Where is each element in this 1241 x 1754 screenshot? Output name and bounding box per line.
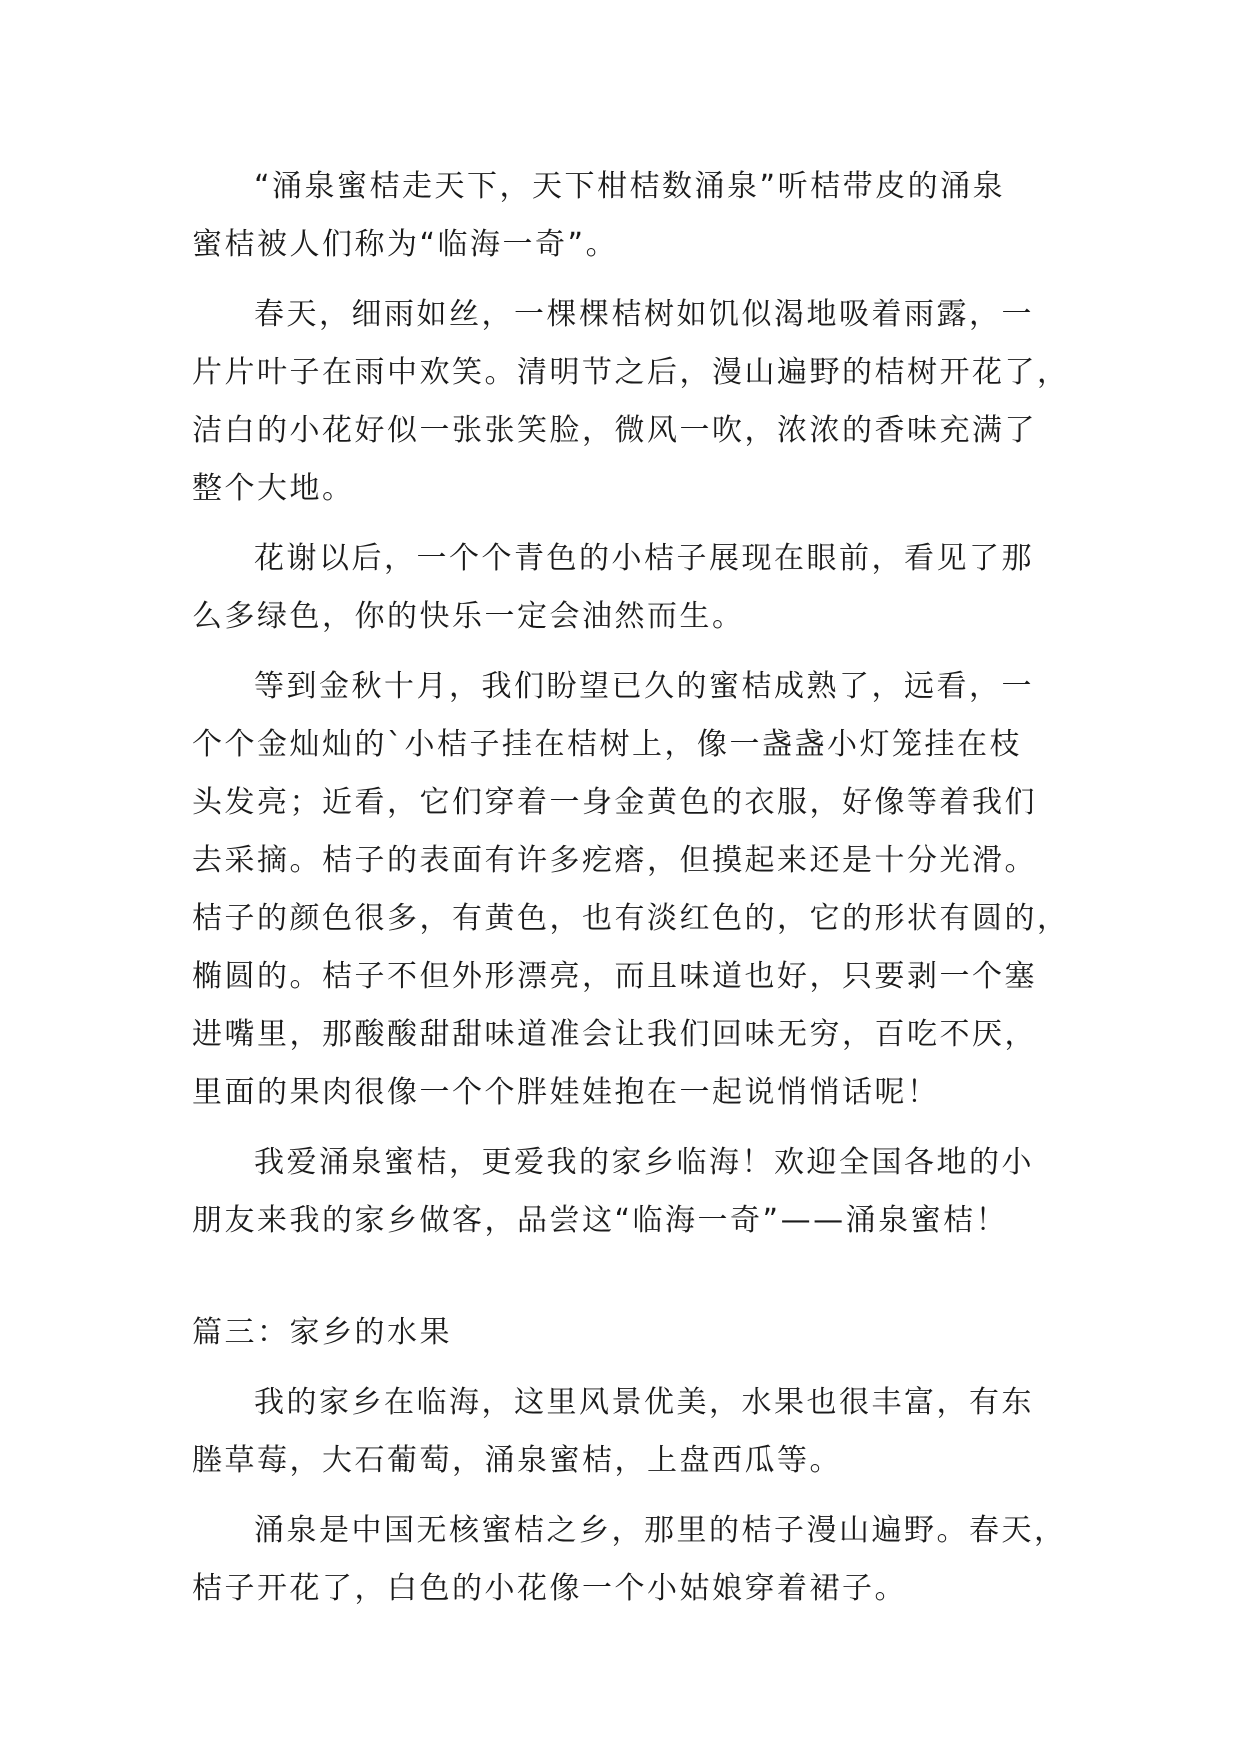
paragraph xyxy=(192,286,1070,518)
paragraph-line: 片片叶子在雨中欢笑。清明节之后，漫山遍野的桔树开花了， xyxy=(192,355,1070,390)
paragraph xyxy=(192,658,1070,1122)
paragraph-line: 蜜桔被人们称为“临海一奇”。 xyxy=(192,227,619,262)
paragraph-line: 椭圆的。桔子不但外形漂亮，而且味道也好，只要剥一个塞 xyxy=(192,959,1037,994)
paragraph-line: 头发亮；近看，它们穿着一身金黄色的衣服，好像等着我们 xyxy=(192,785,1037,820)
paragraph-line: 朋友来我的家乡做客，品尝这“临海一奇”——涌泉蜜桔！ xyxy=(192,1203,1009,1238)
paragraph-line: 春天，细雨如丝，一棵棵桔树如饥似渴地吸着雨露，一 xyxy=(254,297,1034,332)
paragraph-line: 个个金灿灿的`小桔子挂在桔树上，像一盏盏小灯笼挂在枝 xyxy=(192,727,1022,762)
paragraph xyxy=(192,1374,1052,1490)
paragraph-line: 洁白的小花好似一张张笑脸，微风一吹，浓浓的香味充满了 xyxy=(192,413,1037,448)
paragraph xyxy=(192,158,1052,274)
paragraph-line: 我的家乡在临海，这里风景优美，水果也很丰富，有东 xyxy=(254,1385,1034,1420)
paragraph xyxy=(192,1502,1067,1618)
paragraph-line: 桔子的颜色很多，有黄色，也有淡红色的，它的形状有圆的， xyxy=(192,901,1070,936)
paragraph-line: 桔子开花了，白色的小花像一个小姑娘穿着裙子。 xyxy=(192,1571,907,1606)
paragraph xyxy=(192,1134,1052,1250)
paragraph-line: 里面的果肉很像一个个胖娃娃抱在一起说悄悄话呢！ xyxy=(192,1075,940,1110)
paragraph-line: 涌泉是中国无核蜜桔之乡，那里的桔子漫山遍野。春天， xyxy=(254,1513,1067,1548)
paragraph-line: 等到金秋十月，我们盼望已久的蜜桔成熟了，远看，一 xyxy=(254,669,1034,704)
paragraph-line: 我爱涌泉蜜桔，更爱我的家乡临海！欢迎全国各地的小 xyxy=(254,1145,1034,1180)
paragraph-line: 进嘴里，那酸酸甜甜味道准会让我们回味无穷，百吃不厌， xyxy=(192,1017,1037,1052)
paragraph-line: 么多绿色，你的快乐一定会油然而生。 xyxy=(192,599,745,634)
section-title: 篇三：家乡的水果 xyxy=(192,1315,452,1350)
document-body xyxy=(192,158,1070,1618)
paragraph-line: “涌泉蜜桔走天下，天下柑桔数涌泉”听桔带皮的涌泉 xyxy=(254,169,1006,204)
paragraph-line: 去采摘。桔子的表面有许多疙瘩，但摸起来还是十分光滑。 xyxy=(192,843,1037,878)
paragraph-line: 花谢以后，一个个青色的小桔子展现在眼前，看见了那 xyxy=(254,541,1034,576)
paragraph xyxy=(192,530,1052,646)
paragraph-line: 整个大地。 xyxy=(192,471,355,506)
paragraph-line: 塍草莓，大石葡萄，涌泉蜜桔，上盘西瓜等。 xyxy=(192,1443,842,1478)
